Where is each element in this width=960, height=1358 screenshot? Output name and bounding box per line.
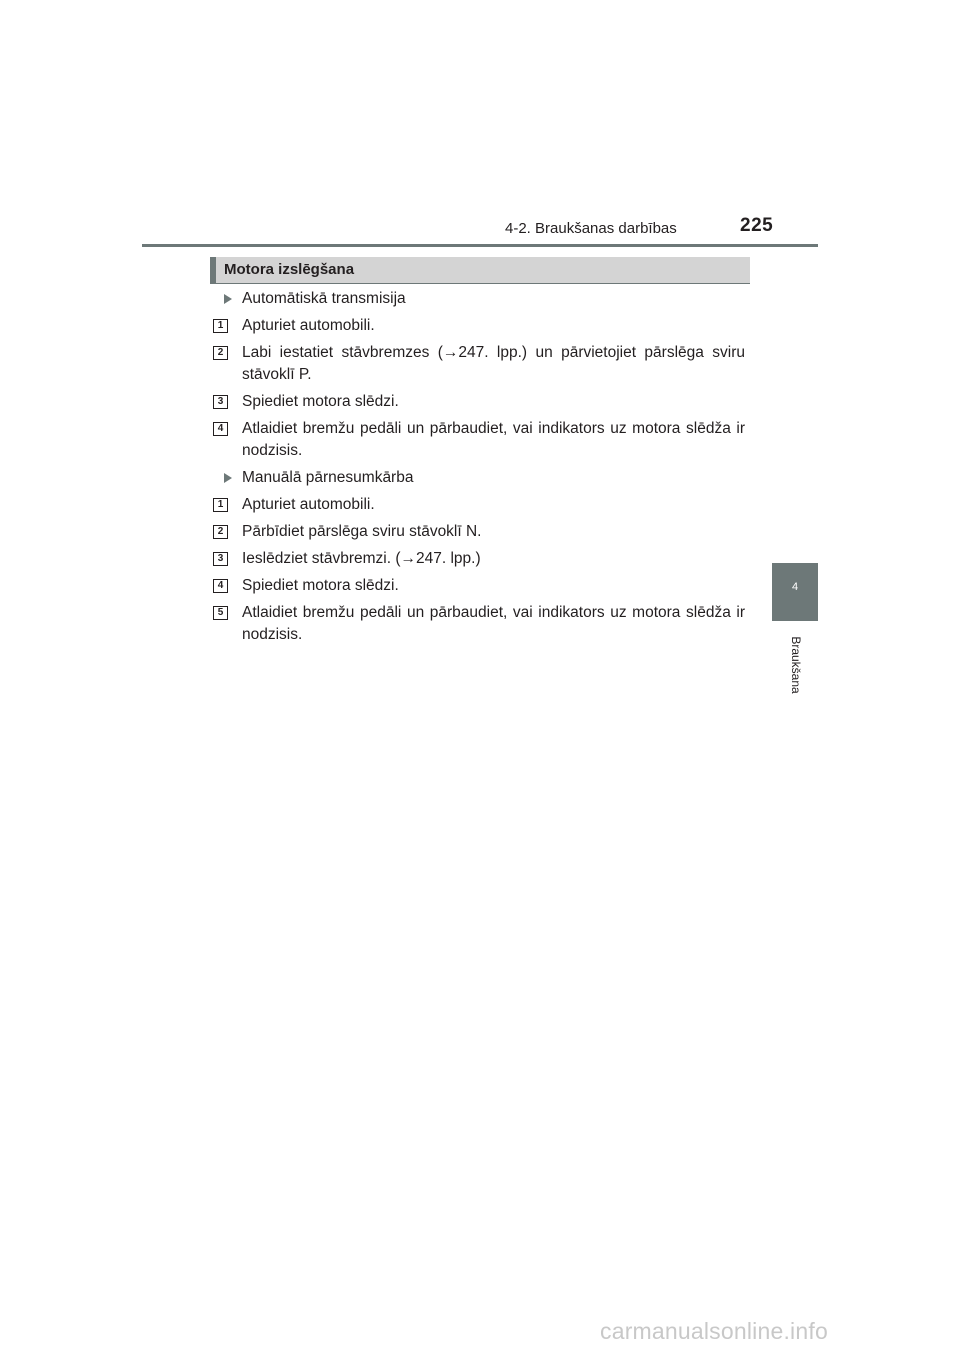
- chapter-tab: [772, 563, 818, 621]
- section-heading: [210, 257, 750, 284]
- subheading-manual: [213, 467, 745, 489]
- step-number-badge: 2: [213, 525, 228, 539]
- watermark: carmanualsonline.info: [600, 1318, 828, 1344]
- step-text: Spiediet motora slēdzi.: [242, 577, 399, 594]
- step-item: [213, 575, 745, 597]
- step-item: [213, 391, 745, 413]
- step-number-badge: 1: [213, 498, 228, 512]
- step-text: Spiediet motora slēdzi.: [242, 393, 399, 410]
- subheading-automatic-text: Automātiskā transmisija: [242, 290, 406, 307]
- triangle-bullet-icon: [224, 294, 232, 304]
- step-item: [213, 494, 745, 516]
- step-number-badge: 4: [213, 422, 228, 436]
- step-text: Atlaidiet bremžu pedāli un pārbaudiet, vai indikators uz motora slēdža ir nodzisis.: [242, 420, 745, 459]
- subheading-automatic: [213, 288, 745, 310]
- step-item: [213, 602, 745, 646]
- step-text: Apturiet automobili.: [242, 496, 375, 513]
- step-text: Apturiet automobili.: [242, 317, 375, 334]
- step-number-badge: 5: [213, 606, 228, 620]
- step-number-badge: 4: [213, 579, 228, 593]
- step-item: [213, 342, 745, 386]
- step-text: Atlaidiet bremžu pedāli un pārbaudiet, vai indikators uz motora slēdža ir nodzisis.: [242, 604, 745, 643]
- triangle-bullet-icon: [224, 473, 232, 483]
- step-text: Pārbīdiet pārslēga sviru stāvoklī N.: [242, 523, 482, 540]
- subheading-manual-text: Manuālā pārnesumkārba: [242, 469, 414, 486]
- section-heading-bar: [210, 257, 216, 283]
- header-divider: [142, 244, 818, 247]
- step-item: [213, 418, 745, 462]
- step-text: Ieslēdziet stāvbremzi. (→247. lpp.): [242, 550, 481, 567]
- step-number-badge: 1: [213, 319, 228, 333]
- chapter-number: 4: [791, 581, 799, 593]
- step-text: Labi iestatiet stāvbremzes (→247. lpp.) un pārvietojiet pārslēga sviru stāvoklī P.: [242, 344, 745, 383]
- content-body: [213, 288, 745, 651]
- header-section-title: 4-2. Braukšanas darbības: [505, 220, 677, 237]
- step-item: [213, 315, 745, 337]
- chapter-side-label: Braukšana: [789, 636, 803, 694]
- step-number-badge: 3: [213, 552, 228, 566]
- step-item: [213, 521, 745, 543]
- step-item: [213, 548, 745, 570]
- step-number-badge: 3: [213, 395, 228, 409]
- page-number: 225: [740, 215, 774, 236]
- step-number-badge: 2: [213, 346, 228, 360]
- section-heading-title: Motora izslēgšana: [224, 261, 355, 278]
